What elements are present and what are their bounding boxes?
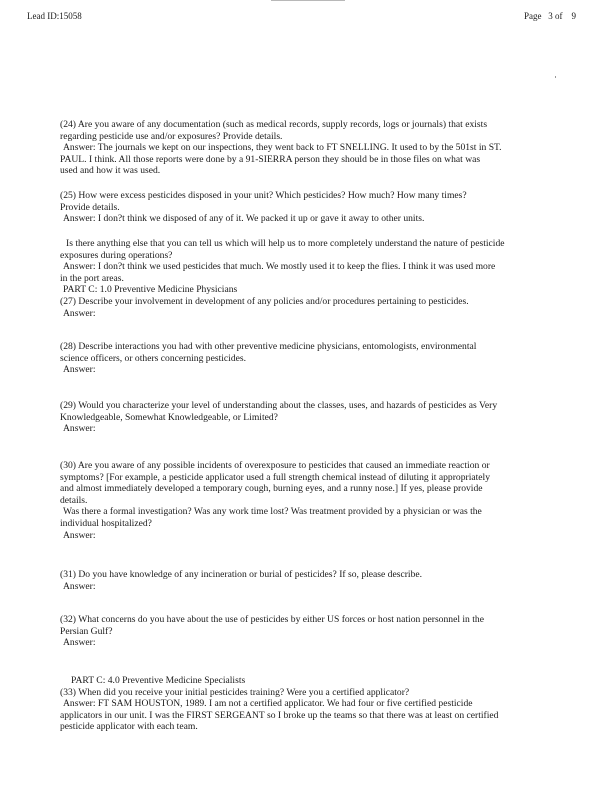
- answer-line: pesticide applicator with each team.: [60, 721, 198, 733]
- question-anything-else: [60, 238, 560, 296]
- answer-line: Answer: I don?t think we disposed of any of it. We packed it up or gave it away to other units.: [63, 213, 425, 225]
- part-heading: PART C: 4.0 Preventive Medicine Specialists: [71, 675, 246, 686]
- question-line: and almost immediately developed a temporary cough, burning eyes, and a runny nose.] If yes, please provide: [60, 483, 483, 495]
- question-line: (30) Are you aware of any possible incidents of overexposure to pesticides that caused an immediate reaction or: [60, 460, 490, 471]
- question-line: Knowledgeable, Somewhat Knowledgeable, or Limited?: [60, 411, 278, 423]
- answer-line: Answer: I don?t think we used pesticides that much. We mostly used it to keep the flies. I think it was used more: [63, 261, 496, 273]
- question-line: regarding pesticide use and/or exposures? Provide details.: [60, 130, 283, 142]
- question-33: [60, 675, 560, 733]
- answer-line: Answer: FT SAM HOUSTON, 1989. I am not a certified applicator. We had four or five certified pesticide: [63, 698, 473, 710]
- question-31: [60, 569, 560, 592]
- question-line: Persian Gulf?: [60, 625, 113, 637]
- question-line: (28) Describe interactions you had with other preventive medicine physicians, entomologists, environmental: [60, 341, 477, 352]
- question-30: [60, 460, 560, 541]
- answer-line: Answer:: [63, 364, 96, 376]
- answer-line: Answer:: [63, 637, 96, 649]
- question-line: (32) What concerns do you have about the use of pesticides by either US forces or host nation personnel in the: [60, 614, 484, 625]
- page-number: Page 3 of 9: [524, 11, 576, 21]
- question-line: (27) Describe your involvement in development of any policies and/or procedures pertaining to pesticides.: [60, 296, 469, 307]
- question-line: symptoms? [For example, a pesticide applicator used a full strength chemical instead of diluting it appropriately: [60, 471, 490, 483]
- answer-line: applicators in our unit. I was the FIRST SERGEANT so I broke up the teams so that there was at least on certified: [60, 709, 499, 721]
- answer-line: used and how it was used.: [60, 165, 161, 177]
- question-line: (33) When did you receive your initial pesticides training? Were you a certified applicator?: [60, 686, 410, 698]
- question-line: (29) Would you characterize your level of understanding about the classes, uses, and hazards of pesticides as Very: [60, 400, 498, 411]
- answer-line: PAUL. I think. All those reports were done by a 91-SIERRA person they should be in those files on what was: [60, 153, 481, 165]
- question-line: Is there anything else that you can tell us which will help us to more completely understand the nature of pesticide: [66, 238, 505, 249]
- question-line: details.: [60, 494, 88, 506]
- lead-id: Lead ID:15058: [27, 11, 82, 21]
- question-25: [60, 190, 560, 225]
- answer-line: Answer:: [63, 423, 96, 435]
- question-line: exposures during operations?: [60, 249, 173, 261]
- question-32: [60, 614, 560, 649]
- answer-line: Answer: The journals we kept on our inspections, they went back to FT SNELLING. It used to by the 501st in ST.: [63, 142, 502, 154]
- scan-speck: [555, 76, 556, 78]
- question-line: (25) How were excess pesticides disposed in your unit? Which pesticides? How much? How many times?: [60, 190, 467, 201]
- answer-line: Answer:: [63, 580, 96, 592]
- answer-line: Answer:: [63, 307, 96, 319]
- answer-line: Answer:: [63, 529, 96, 541]
- question-line: Provide details.: [60, 201, 120, 213]
- question-27: [60, 296, 560, 319]
- question-line: (31) Do you have knowledge of any incineration or burial of pesticides? If so, please describe.: [60, 569, 423, 580]
- answer-line: in the port areas.: [60, 272, 124, 284]
- top-rule: [271, 0, 345, 1]
- question-line: science officers, or others concerning pesticides.: [60, 352, 247, 364]
- question-29: [60, 400, 560, 435]
- question-line: (24) Are you aware of any documentation (such as medical records, supply records, logs or journals) that exists: [60, 119, 488, 130]
- question-28: [60, 341, 560, 376]
- question-subline: individual hospitalized?: [60, 517, 152, 529]
- question-24: [60, 119, 560, 177]
- question-subline: Was there a formal investigation? Was any work time lost? Was treatment provided by a physician or was the: [63, 506, 482, 518]
- part-heading: PART C: 1.0 Preventive Medicine Physicians: [63, 284, 238, 296]
